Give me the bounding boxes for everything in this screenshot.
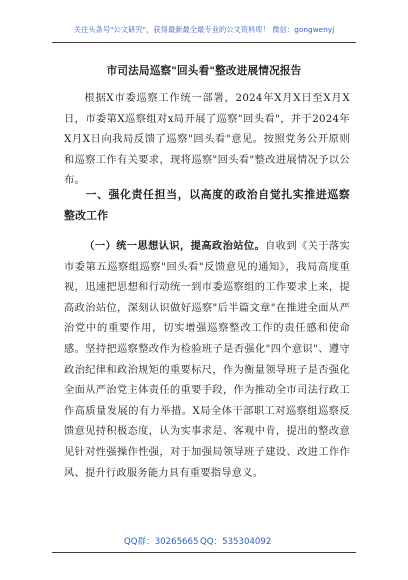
- footer-qq-group: QQ群：30265665: [124, 537, 199, 547]
- footer-qq-number: QQ：535304092: [200, 537, 272, 547]
- intro-paragraph: 根据X市委巡察工作统一部署，2024年X月X日至X月X日，市委第X巡察组对x局开展了巡察"回头看"，并于2024年X月X日向我局反馈了巡察"回头看"意见。按照党务公开原则和巡察工作有关要求，现将巡察"回头看"整改进展情况予以公布。: [64, 93, 350, 187]
- header-divider: [52, 42, 356, 43]
- paragraph-1-subhead: （一）统一思想认识，提高政治站位。: [84, 240, 266, 252]
- footer-contacts: [0, 535, 408, 551]
- document-title: 市司法局巡察"回头看"整改进展情况报告: [106, 65, 302, 77]
- paragraph-1: [64, 236, 350, 484]
- header-banner: 关注头条号"公文研究"，获得最新最全最专业的公文资料库！ 微信：gongwenyj: [73, 25, 335, 34]
- paragraph-1-body: 自收到《关于落实市委第五巡察组巡察"回头看"反馈意见的通知》，我局高度重视，迅速把思想和行动统一到市委巡察组的工作要求上来，提高政治站位，深刻认识做好巡察"后半篇文章"在推进全面从严治党中的重要作用，切实增强巡察整改工作的责任感和使命感。坚持把巡察整改作为检验班子是否强化"四个意识"、遵守政治纪律和政治规矩的重要标尺，作为衡量领导班子是否强化全面从严治党主体责任的重要手段，作为推动全市司法行政工作高质量发展的有力举措。X局全体干部职工对巡察组巡察反馈意见持积极态度，认为实事求是、客观中肯，提出的整改意见针对性强操作性强，对于加强局领导班子建设、改进工作作风、提升行政服务能力具有重要指导意义。: [64, 241, 350, 479]
- section-1-heading: 一、强化责任担当，以高度的政治自觉扎实推进巡察整改工作: [64, 188, 350, 222]
- footer-divider: [52, 552, 356, 553]
